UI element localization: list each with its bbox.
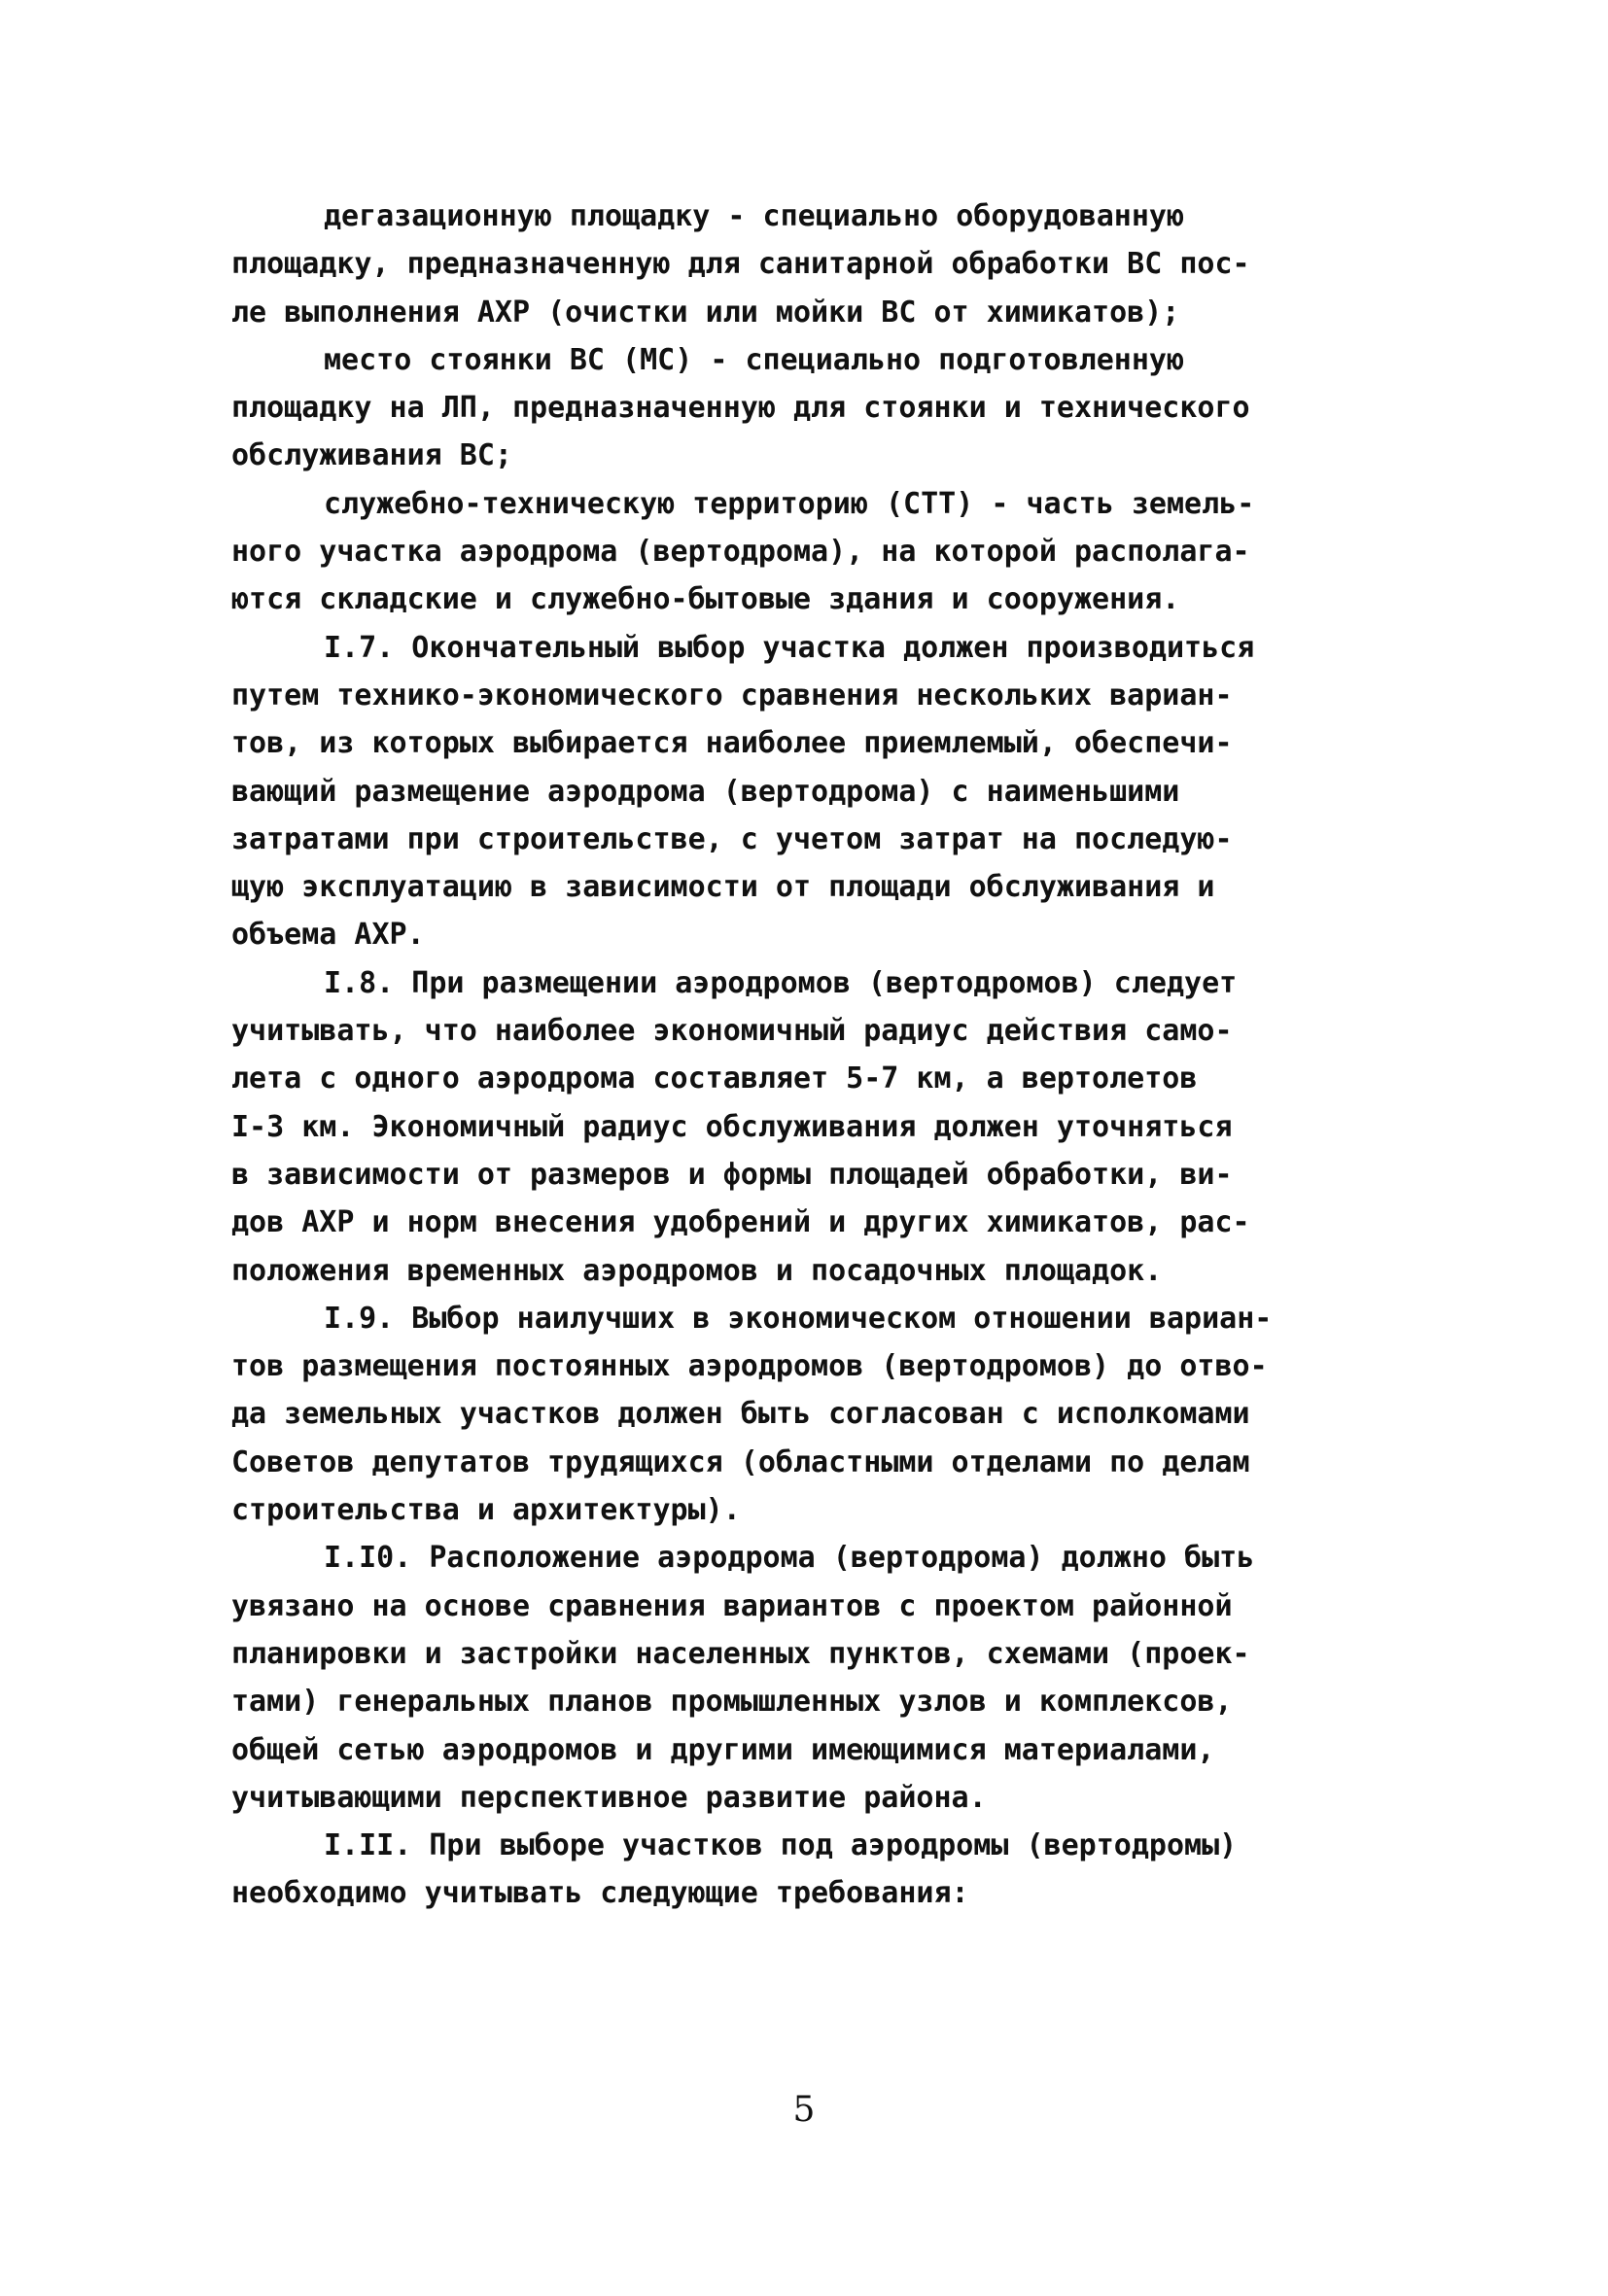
- text-line: путем технико-экономического сравнения нескольких вариан-: [231, 678, 1233, 713]
- text-line: Советов депутатов трудящихся (областными отделами по делам: [231, 1444, 1250, 1479]
- text-line: общей сетью аэродромов и другими имеющимися материалами,: [231, 1732, 1215, 1767]
- text-line: необходимо учитывать следующие требования:: [231, 1876, 969, 1911]
- text-line: служебно-техническую территорию (СТТ) - часть земель-: [324, 486, 1255, 521]
- text-line: строительства и архитектуры).: [231, 1493, 741, 1528]
- text-line: увязано на основе сравнения вариантов с проектом районной: [231, 1588, 1233, 1623]
- text-line: затратами при строительстве, с учетом затрат на последую-: [231, 821, 1233, 856]
- text-line: I.I0. Расположение аэродрома (вертодрома) должно быть: [324, 1541, 1255, 1576]
- text-line: место стоянки ВС (МС) - специально подготовленную: [324, 342, 1185, 377]
- text-line: вающий размещение аэродрома (вертодрома) с наименьшими: [231, 774, 1180, 809]
- text-line: ле выполнения АХР (очистки или мойки ВС от химикатов);: [231, 295, 1180, 330]
- text-line: I-3 км. Экономичный радиус обслуживания должен уточняться: [231, 1109, 1233, 1144]
- text-line: I.8. При размещении аэродромов (вертодромов) следует: [324, 965, 1238, 1000]
- text-line: щую эксплуатацию в зависимости от площади обслуживания и: [231, 870, 1215, 905]
- text-line: положения временных аэродромов и посадочных площадок.: [231, 1253, 1163, 1288]
- text-line: I.7. Окончательный выбор участка должен производиться: [324, 630, 1255, 665]
- text-line: в зависимости от размеров и формы площадей обработки, ви-: [231, 1157, 1233, 1192]
- text-line: тами) генеральных планов промышленных узлов и комплексов,: [231, 1685, 1233, 1720]
- text-line: тов, из которых выбирается наиболее приемлемый, обеспечи-: [231, 726, 1233, 761]
- text-line: I.9. Выбор наилучших в экономическом отношении вариан-: [324, 1301, 1273, 1336]
- text-line: планировки и застройки населенных пунктов, схемами (проек-: [231, 1636, 1250, 1671]
- text-line: объема АХР.: [231, 918, 425, 953]
- text-line: дегазационную площадку - специально оборудованную: [324, 199, 1185, 233]
- text-line: тов размещения постоянных аэродромов (вертодромов) до отво-: [231, 1349, 1268, 1384]
- text-line: учитывающими перспективное развитие района.: [231, 1780, 987, 1815]
- text-line: ного участка аэродрома (вертодрома), на которой располага-: [231, 535, 1250, 570]
- text-line: I.II. При выборе участков под аэродромы (вертодромы): [324, 1828, 1238, 1863]
- page-number: 5: [792, 2090, 816, 2130]
- text-line: лета с одного аэродрома составляет 5-7 км, а вертолетов: [231, 1061, 1198, 1096]
- text-line: площадку на ЛП, предназначенную для стоянки и технического: [231, 391, 1250, 426]
- text-line: учитывать, что наиболее экономичный радиус действия само-: [231, 1014, 1233, 1049]
- text-line: дов АХР и норм внесения удобрений и других химикатов, рас-: [231, 1205, 1250, 1240]
- text-line: ются складские и служебно-бытовые здания и сооружения.: [231, 582, 1180, 617]
- text-line: площадку, предназначенную для санитарной обработки ВС пос-: [231, 247, 1250, 282]
- text-line: обслуживания ВС;: [231, 438, 512, 473]
- body-text: [231, 192, 1408, 1918]
- text-line: да земельных участков должен быть согласован с исполкомами: [231, 1397, 1250, 1432]
